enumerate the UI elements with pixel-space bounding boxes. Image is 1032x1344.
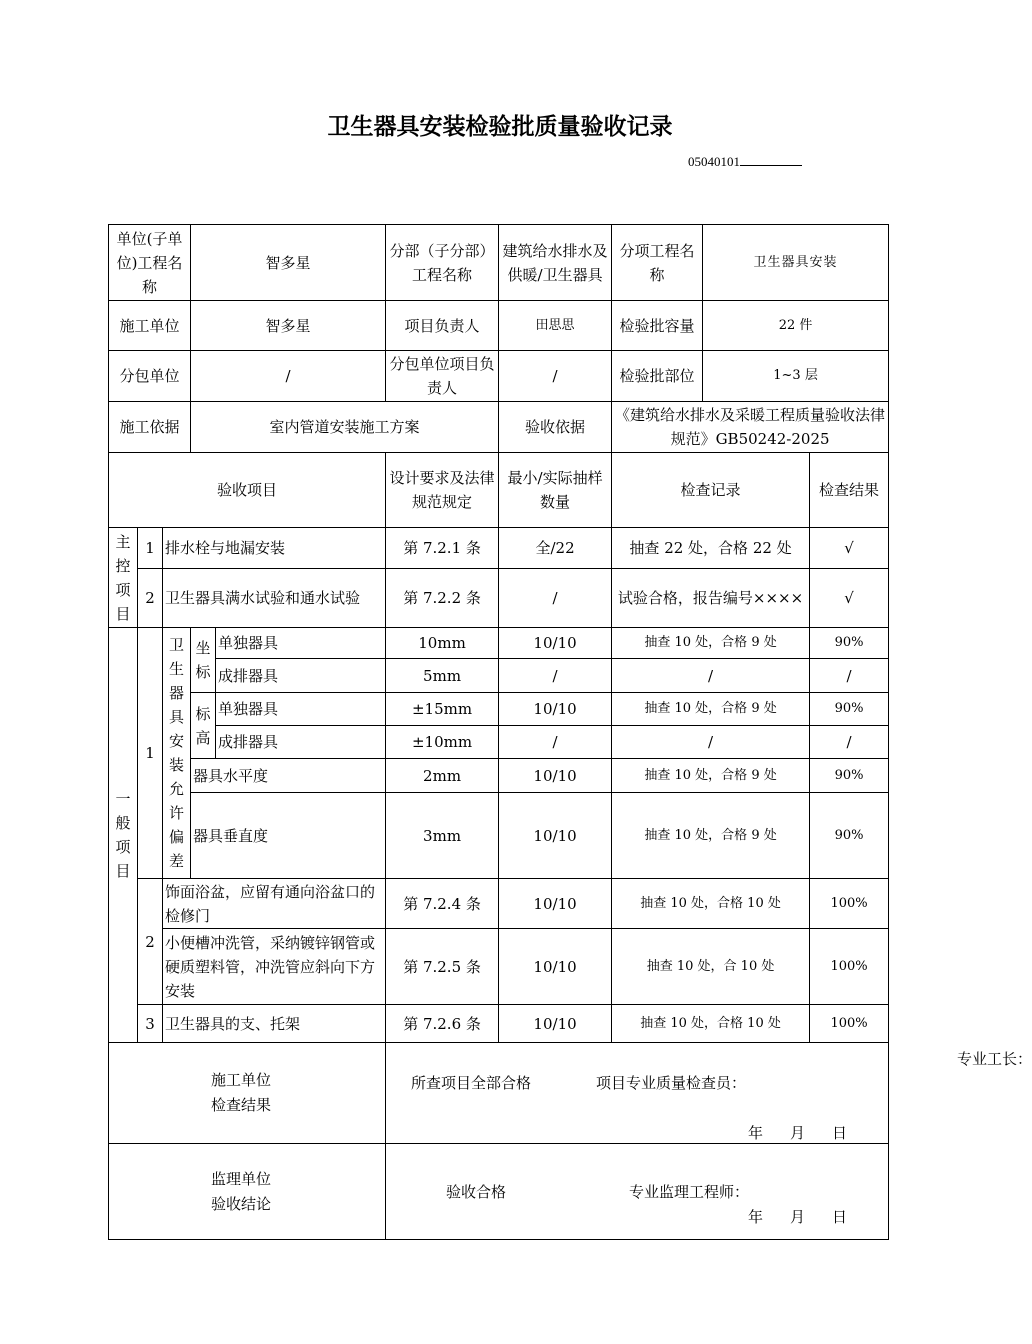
item-result: 100%: [810, 1005, 889, 1043]
item-record: 抽查 10 处，合格 10 处: [612, 879, 810, 929]
item-record: 抽查 10 处，合格 9 处: [612, 759, 810, 793]
tolerance-label: 卫 生 器 具 安 装 允 许 偏 差: [163, 628, 191, 879]
item-name: 器具水平度: [191, 759, 386, 793]
item-name: 小便槽冲洗管，采纳镀锌钢管或硬质塑料管，冲洗管应斜向下方安装: [163, 929, 386, 1005]
location-label: 检验批部位: [612, 351, 703, 402]
contractor-sign-cell: [386, 1043, 1032, 1144]
item-sample: /: [499, 569, 612, 628]
document-code: [688, 154, 802, 170]
date-month: 月: [790, 1124, 806, 1142]
contractor-check-text: 施工单位检查结果: [211, 1071, 272, 1114]
item-sample: 10/10: [499, 879, 612, 929]
foreman-label: 专业工长：: [957, 1050, 1032, 1068]
contractor-check-label: [109, 1043, 386, 1144]
unit-value: 智多星: [191, 225, 386, 301]
date-year: 年: [748, 1124, 764, 1142]
item-record: 抽查 10 处，合格 10 处: [612, 1005, 810, 1043]
item-result: /: [810, 659, 889, 693]
col-record: 检查记录: [612, 453, 810, 528]
item-record: /: [612, 726, 810, 759]
item-spec: 2mm: [386, 759, 499, 793]
location-value: 1~3 层: [703, 351, 889, 402]
item-spec: 5mm: [386, 659, 499, 693]
date-day: 日: [832, 1208, 848, 1226]
item-result: 100%: [810, 879, 889, 929]
item-spec: ±15mm: [386, 693, 499, 726]
item-record: 试验合格，报告编号××××: [612, 569, 810, 628]
item-name: 单独器具: [216, 693, 386, 726]
accept-basis-value: 《建筑给水排水及采暖工程质量验收法律规范》GB50242-2025: [612, 402, 889, 453]
elev-label: 标 高: [191, 693, 216, 759]
col-result: 检查结果: [810, 453, 889, 528]
pm-label: 项目负责人: [386, 301, 499, 351]
item-name: 排水栓与地漏安装: [163, 528, 386, 569]
item-result: 90%: [810, 759, 889, 793]
item-name: 成排器具: [216, 659, 386, 693]
supervisor-check-text: 监理单位验收结论: [211, 1169, 272, 1213]
item-sample: 10/10: [499, 628, 612, 659]
subitem-value: 卫生器具安装: [703, 225, 889, 301]
col-design: 设计要求及法律规范规定: [386, 453, 499, 528]
col-item: 验收项目: [109, 453, 386, 528]
item-sample: 全/22: [499, 528, 612, 569]
basis-label: 施工依据: [109, 402, 191, 453]
col-sample: 最小/实际抽样数量: [499, 453, 612, 528]
capacity-value: 22 件: [703, 301, 889, 351]
contractor-result: 所查项目全部合格: [411, 1074, 532, 1092]
item-name: 卫生器具满水试验和通水试验: [163, 569, 386, 628]
item-sample: 10/10: [499, 1005, 612, 1043]
item-spec: 第 7.2.4 条: [386, 879, 499, 929]
general-label: 一 般 项 目: [109, 628, 138, 1043]
supervisor-sign-cell: [386, 1144, 889, 1240]
inspection-table: [108, 224, 1032, 1240]
sub-pm-label: 分包单位项目负责人: [386, 351, 499, 402]
item-record: 抽查 22 处，合格 22 处: [612, 528, 810, 569]
group-no: 3: [138, 1005, 163, 1043]
inspector-label: 项目专业质量检查员：: [596, 1074, 747, 1092]
item-sample: 10/10: [499, 759, 612, 793]
item-sample: 10/10: [499, 793, 612, 879]
date-month: 月: [790, 1208, 806, 1226]
sub-pm-value: /: [499, 351, 612, 402]
engineer-label: 专业监理工程师：: [629, 1183, 750, 1201]
date-day: 日: [832, 1124, 848, 1142]
item-result: 90%: [810, 793, 889, 879]
item-name: 单独器具: [216, 628, 386, 659]
item-record: 抽查 10 处，合格 9 处: [612, 793, 810, 879]
page-title: 卫生器具安装检验批质量验收记录: [327, 113, 673, 140]
item-name: 卫生器具的支、托架: [163, 1005, 386, 1043]
item-sample: 10/10: [499, 693, 612, 726]
division-value: 建筑给水排水及供暖/卫生器具: [499, 225, 612, 301]
item-result: √: [810, 528, 889, 569]
contractor-label: 施工单位: [109, 301, 191, 351]
item-spec: 10mm: [386, 628, 499, 659]
item-spec: 第 7.2.6 条: [386, 1005, 499, 1043]
item-result: 90%: [810, 628, 889, 659]
main-control-label: 主 控 项 目: [109, 528, 138, 628]
coord-label: 坐 标: [191, 628, 216, 693]
date-year: 年: [748, 1208, 764, 1226]
item-sample: /: [499, 726, 612, 759]
group-no: 2: [138, 879, 163, 1005]
unit-label: 单位(子单位)工程名称: [109, 225, 191, 301]
code-underline: [740, 154, 802, 166]
item-result: √: [810, 569, 889, 628]
item-record: 抽查 10 处，合格 9 处: [612, 693, 810, 726]
pm-value: 田思思: [499, 301, 612, 351]
subcontractor-label: 分包单位: [109, 351, 191, 402]
subcontractor-value: /: [191, 351, 386, 402]
item-record: /: [612, 659, 810, 693]
supervisor-result: 验收合格: [446, 1183, 507, 1201]
contractor-value: 智多星: [191, 301, 386, 351]
item-result: 100%: [810, 929, 889, 1005]
accept-basis-label: 验收依据: [499, 402, 612, 453]
row-no: 2: [138, 569, 163, 628]
item-record: 抽查 10 处，合格 9 处: [612, 628, 810, 659]
item-spec: 第 7.2.2 条: [386, 569, 499, 628]
item-name: 饰面浴盆，应留有通向浴盆口的检修门: [163, 879, 386, 929]
group-no: 1: [138, 628, 163, 879]
basis-value: 室内管道安装施工方案: [191, 402, 499, 453]
capacity-label: 检验批容量: [612, 301, 703, 351]
item-spec: 第 7.2.1 条: [386, 528, 499, 569]
code-number: 05040101: [688, 154, 740, 169]
item-result: /: [810, 726, 889, 759]
item-sample: /: [499, 659, 612, 693]
item-spec: ±10mm: [386, 726, 499, 759]
item-name: 成排器具: [216, 726, 386, 759]
item-spec: 3mm: [386, 793, 499, 879]
subitem-label: 分项工程名称: [612, 225, 703, 301]
item-name: 器具垂直度: [191, 793, 386, 879]
item-sample: 10/10: [499, 929, 612, 1005]
item-spec: 第 7.2.5 条: [386, 929, 499, 1005]
row-no: 1: [138, 528, 163, 569]
item-result: 90%: [810, 693, 889, 726]
division-label: 分部（子分部）工程名称: [386, 225, 499, 301]
supervisor-check-label: [109, 1144, 386, 1240]
item-record: 抽查 10 处，合 10 处: [612, 929, 810, 1005]
